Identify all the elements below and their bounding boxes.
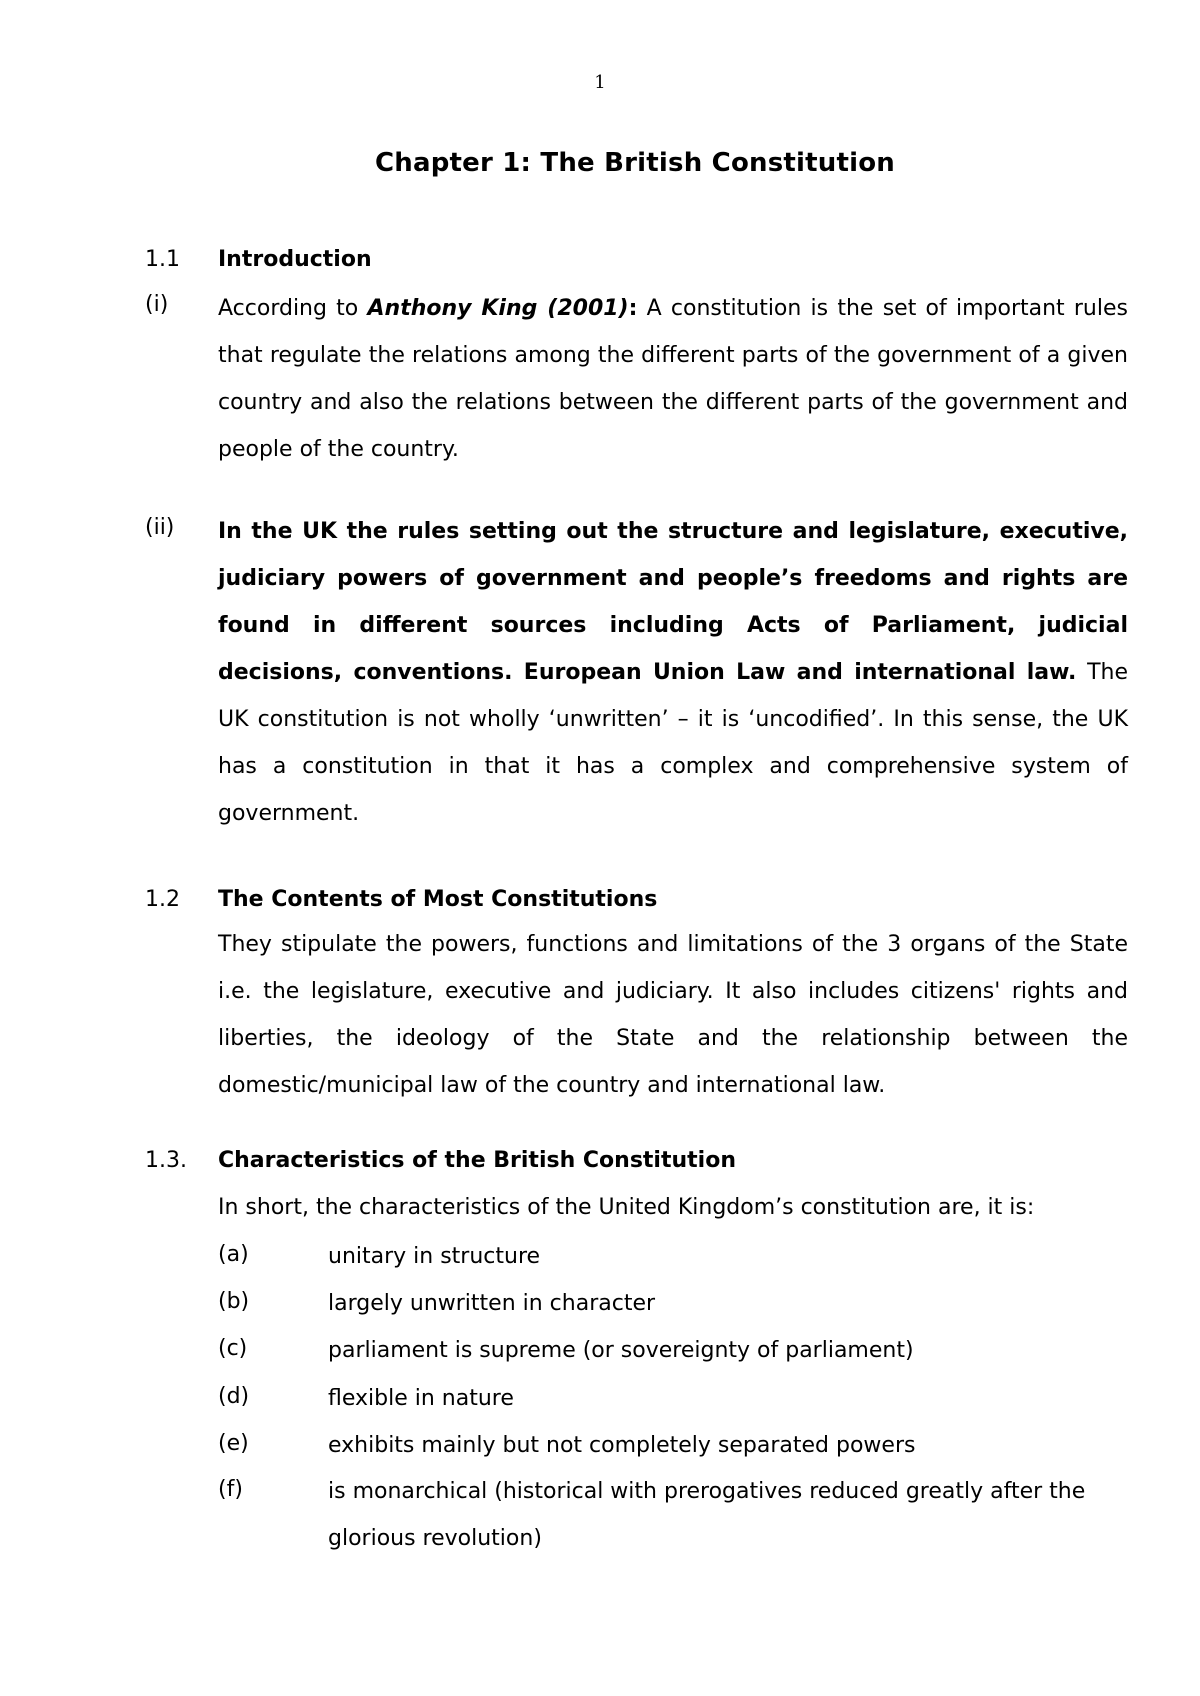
list-item: unitary in structure [328, 1244, 541, 1269]
paragraph-bold-dot: . [1068, 660, 1077, 685]
section-number: 1.2 [145, 887, 180, 912]
paragraph-bold-text: In the UK the rules setting out the structure and legislature, executive, judiciary powers of government and people’s freedoms and rights are found in different sources including Acts of Parliament, judicial decisions, conventions. European Union Law and international law [218, 519, 1128, 685]
list-item-label: (d) [218, 1384, 250, 1409]
list-item-label: (f) [218, 1477, 243, 1502]
section-heading: The Contents of Most Constitutions [218, 887, 658, 912]
section-number: 1.3. [145, 1148, 187, 1173]
section-heading: Characteristics of the British Constitution [218, 1148, 736, 1173]
paragraph [218, 508, 1128, 837]
paragraph [218, 285, 1128, 473]
paragraph-text: The UK constitution is not wholly ‘unwritten’ – it is ‘uncodified’. In this sense, the UK has a constitution in that it has a complex and comprehensive system of government. [218, 660, 1128, 826]
paragraph-lead: According to [218, 296, 368, 321]
author-citation: Anthony King (2001) [367, 296, 629, 321]
paragraph-label: (ii) [145, 515, 175, 540]
section-intro: In short, the characteristics of the United Kingdom’s constitution are, it is: [218, 1195, 1035, 1220]
list-item-label: (e) [218, 1431, 249, 1456]
list-item: flexible in nature [328, 1386, 514, 1411]
paragraph-label: (i) [145, 292, 169, 317]
list-item: exhibits mainly but not completely separated powers [328, 1433, 916, 1458]
section-number: 1.1 [145, 247, 180, 272]
section-text: They stipulate the powers, functions and limitations of the 3 organs of the State i.e. the legislature, executive and judiciary. It also includes citizens' rights and liberties, the ideology of the State and the relationship between the domestic/municipal law of the country and international law. [218, 932, 1128, 1098]
list-item-label: (a) [218, 1242, 249, 1267]
list-item-label: (b) [218, 1289, 250, 1314]
paragraph-text: A constitution is the set of important rules that regulate the relations among the different parts of the government of a given country and also the relations between the different parts of the government and people of the country. [218, 296, 1128, 462]
citation-colon: : [628, 296, 638, 321]
list-item: is monarchical (historical with prerogatives reduced greatly after the glorious revolution) [328, 1479, 1086, 1551]
chapter-title: Chapter 1: The British Constitution [374, 148, 895, 178]
section-heading: Introduction [218, 247, 372, 272]
page-number: 1 [594, 72, 606, 93]
list-item: largely unwritten in character [328, 1291, 656, 1316]
list-item-label: (c) [218, 1336, 248, 1361]
list-item: parliament is supreme (or sovereignty of parliament) [328, 1338, 914, 1363]
